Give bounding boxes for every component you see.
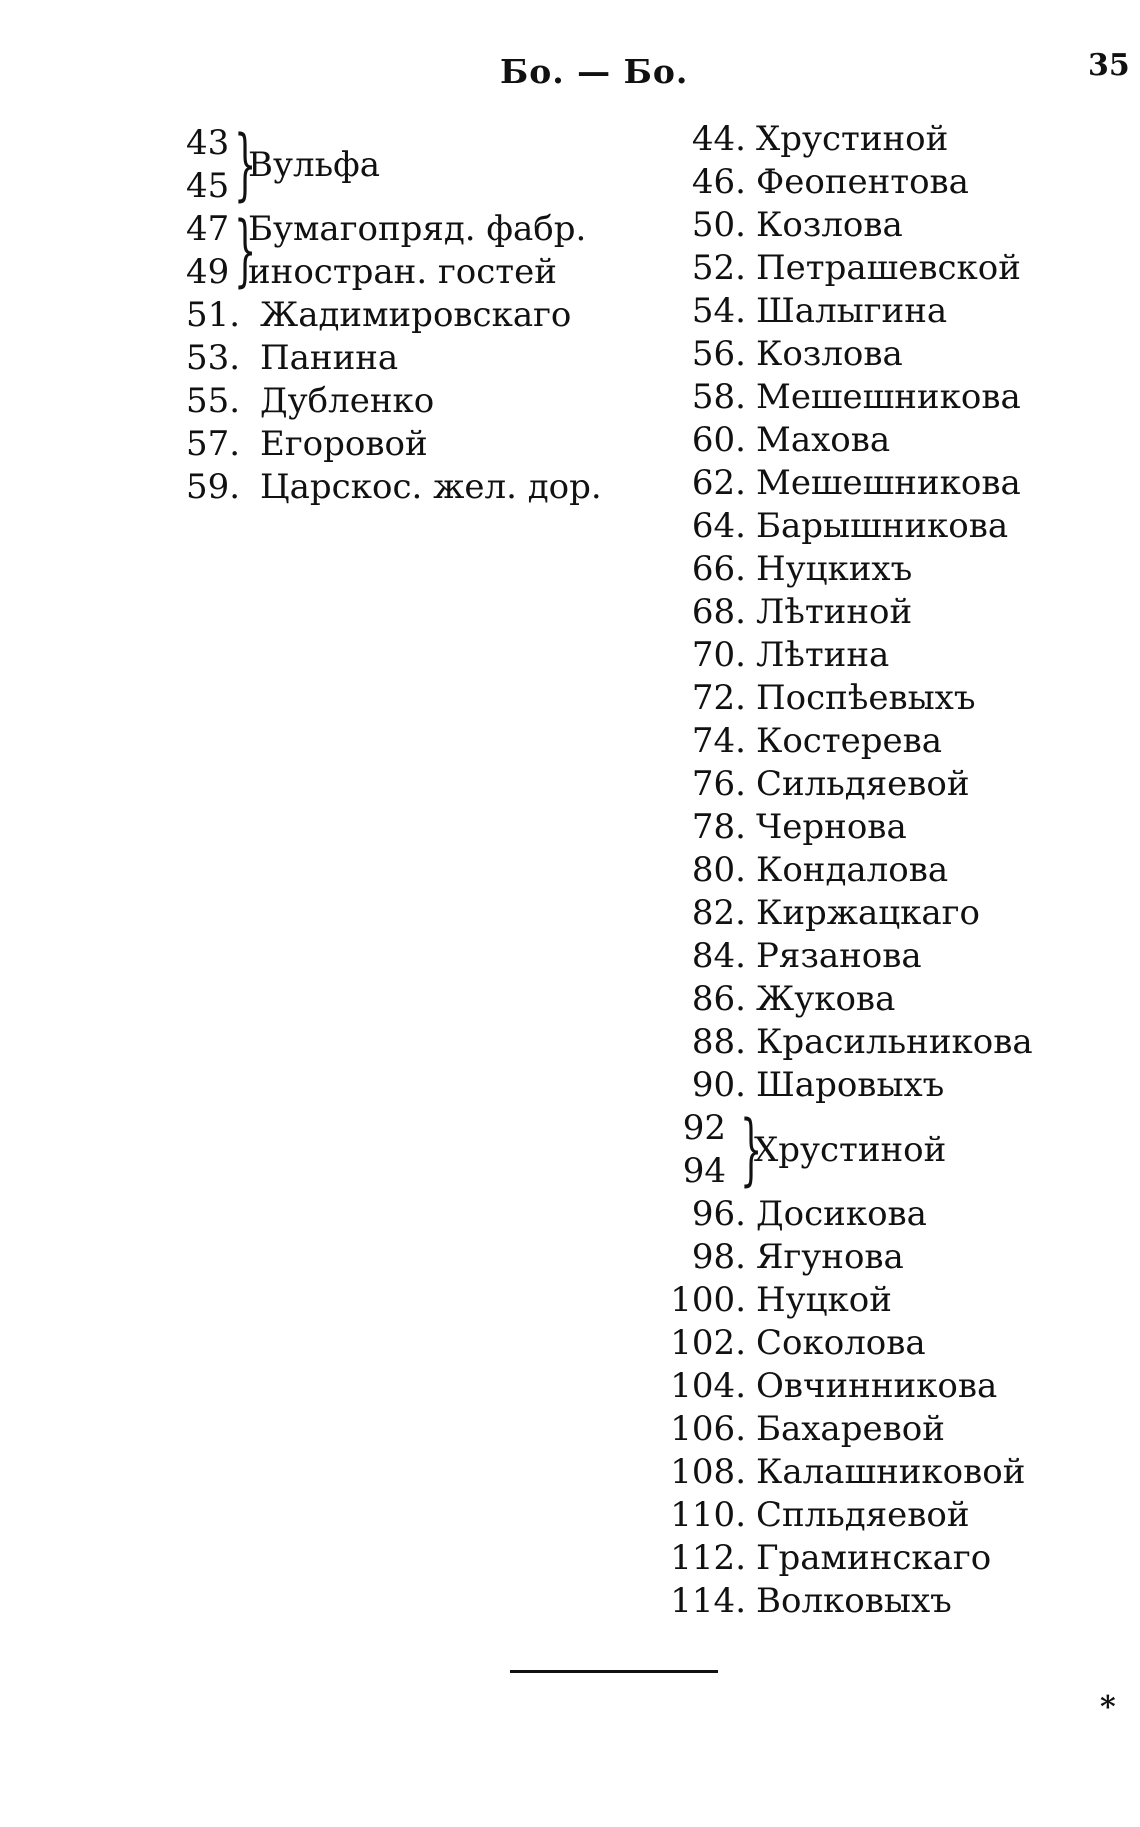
list-item bbox=[668, 462, 1033, 505]
list-item bbox=[668, 978, 1033, 1021]
list-item bbox=[668, 333, 1033, 376]
page-number: 35 bbox=[1088, 48, 1130, 83]
list-item bbox=[668, 247, 1033, 290]
owner-name: Феопентова bbox=[756, 162, 969, 202]
owner-name: Жукова bbox=[756, 979, 896, 1019]
house-number: 45 bbox=[186, 166, 230, 206]
owner-name: Овчинникова bbox=[756, 1366, 998, 1406]
house-number: 98. bbox=[691, 1237, 746, 1277]
owner-name: Хрустиной bbox=[754, 1129, 947, 1170]
footer-rule bbox=[510, 1670, 718, 1673]
house-number: 51. bbox=[186, 295, 241, 335]
house-number: 74. bbox=[691, 721, 746, 761]
list-item bbox=[668, 1408, 1033, 1451]
house-number: 94 bbox=[682, 1151, 726, 1191]
owner-name: Соколова bbox=[756, 1323, 926, 1363]
house-number: 88. bbox=[691, 1022, 746, 1062]
house-number: 55. bbox=[186, 381, 241, 421]
list-item bbox=[668, 677, 1033, 720]
list-item bbox=[186, 337, 602, 380]
house-number: 60. bbox=[691, 420, 746, 460]
list-item bbox=[668, 161, 1033, 204]
list-item bbox=[668, 1365, 1033, 1408]
house-number: 78. bbox=[691, 807, 746, 847]
footer-mark: * bbox=[1100, 1690, 1116, 1725]
brace-icon: } bbox=[234, 120, 257, 210]
bracket-group bbox=[186, 208, 602, 294]
house-number: 84. bbox=[691, 936, 746, 976]
house-number: 68. bbox=[691, 592, 746, 632]
list-item bbox=[186, 423, 602, 466]
list-item bbox=[668, 1193, 1033, 1236]
owner-name: Досикова bbox=[756, 1194, 927, 1234]
owner-name: Граминскаго bbox=[756, 1538, 992, 1578]
house-number: 47 bbox=[186, 209, 230, 249]
owner-name: Жадимировскаго bbox=[260, 295, 572, 335]
owner-name: Ягунова bbox=[756, 1237, 904, 1277]
owner-name: Козлова bbox=[756, 334, 903, 374]
owner-name: Мешешникова bbox=[756, 463, 1021, 503]
house-number: 108. bbox=[670, 1452, 746, 1492]
list-item bbox=[668, 849, 1033, 892]
house-number: 54. bbox=[691, 291, 746, 331]
house-number: 110. bbox=[670, 1495, 746, 1535]
page-header: Бо. — Бо. bbox=[500, 52, 689, 91]
list-item bbox=[668, 1236, 1033, 1279]
list-item bbox=[668, 1064, 1033, 1107]
owner-name: Калашниковой bbox=[756, 1452, 1026, 1492]
owner-name: Шаровыхъ bbox=[756, 1065, 945, 1105]
owner-name: Егоровой bbox=[260, 424, 428, 464]
owner-name: Поспѣевыхъ bbox=[756, 678, 976, 718]
owner-name: Волковыхъ bbox=[756, 1581, 952, 1621]
house-number: 100. bbox=[670, 1280, 746, 1320]
owner-name: иностран. гостей bbox=[248, 252, 557, 292]
house-number: 58. bbox=[691, 377, 746, 417]
house-number: 53. bbox=[186, 338, 241, 378]
list-item bbox=[668, 548, 1033, 591]
owner-name: Дубленко bbox=[260, 381, 435, 421]
owner-name: Вульфа bbox=[248, 144, 380, 185]
owner-name: Красильникова bbox=[756, 1022, 1033, 1062]
owner-name: Петрашевской bbox=[756, 248, 1021, 288]
owner-name: Киржацкаго bbox=[756, 893, 980, 933]
house-number: 43 bbox=[186, 123, 230, 163]
list-item bbox=[668, 1322, 1033, 1365]
owner-name: Нуцкой bbox=[756, 1280, 892, 1320]
list-item bbox=[186, 380, 602, 423]
owner-name: Спльдяевой bbox=[756, 1495, 970, 1535]
owner-name: Мешешникова bbox=[756, 377, 1021, 417]
house-number: 57. bbox=[186, 424, 241, 464]
bracket-group bbox=[668, 1107, 1033, 1193]
house-number: 90. bbox=[691, 1065, 746, 1105]
list-item bbox=[668, 376, 1033, 419]
house-number: 66. bbox=[691, 549, 746, 589]
house-number: 86. bbox=[691, 979, 746, 1019]
owner-name: Козлова bbox=[756, 205, 903, 245]
bracket-group bbox=[186, 122, 602, 208]
owner-name: Барышникова bbox=[756, 506, 1009, 546]
owner-name: Чернова bbox=[756, 807, 907, 847]
list-item bbox=[668, 290, 1033, 333]
house-number: 114. bbox=[670, 1581, 746, 1621]
owner-name: Махова bbox=[756, 420, 891, 460]
list-item bbox=[668, 634, 1033, 677]
list-item bbox=[668, 419, 1033, 462]
brace-icon: } bbox=[234, 206, 257, 296]
list-item bbox=[668, 935, 1033, 978]
owner-name: Царскос. жел. дор. bbox=[260, 467, 602, 507]
house-number: 59. bbox=[186, 467, 241, 507]
list-item bbox=[186, 466, 602, 509]
list-item bbox=[186, 294, 602, 337]
house-number: 46. bbox=[691, 162, 746, 202]
owner-name: Костерева bbox=[756, 721, 943, 761]
house-number: 106. bbox=[670, 1409, 746, 1449]
house-number: 49 bbox=[186, 252, 230, 292]
list-item bbox=[668, 204, 1033, 247]
owner-name: Бумагопряд. фабр. bbox=[248, 209, 587, 249]
house-number: 104. bbox=[670, 1366, 746, 1406]
list-item bbox=[668, 1451, 1033, 1494]
owner-name: Шалыгина bbox=[756, 291, 948, 331]
list-item bbox=[668, 1537, 1033, 1580]
list-item bbox=[668, 1021, 1033, 1064]
owner-name: Лѣтина bbox=[756, 635, 890, 675]
left-column bbox=[186, 122, 602, 509]
house-number: 70. bbox=[691, 635, 746, 675]
house-number: 50. bbox=[691, 205, 746, 245]
list-item bbox=[668, 1494, 1033, 1537]
owner-name: Лѣтиной bbox=[756, 592, 913, 632]
list-item bbox=[668, 892, 1033, 935]
list-item bbox=[668, 591, 1033, 634]
owner-name: Панина bbox=[260, 338, 399, 378]
house-number: 56. bbox=[691, 334, 746, 374]
owner-name: Сильдяевой bbox=[756, 764, 970, 804]
house-number: 72. bbox=[691, 678, 746, 718]
house-number: 112. bbox=[670, 1538, 746, 1578]
house-number: 102. bbox=[670, 1323, 746, 1363]
owner-name: Хрустиной bbox=[756, 119, 949, 159]
owner-name: Нуцкихъ bbox=[756, 549, 913, 589]
house-number: 96. bbox=[691, 1194, 746, 1234]
list-item bbox=[668, 505, 1033, 548]
house-number: 52. bbox=[691, 248, 746, 288]
owner-name: Кондалова bbox=[756, 850, 949, 890]
house-number: 80. bbox=[691, 850, 746, 890]
list-item bbox=[668, 1580, 1033, 1623]
house-number: 62. bbox=[691, 463, 746, 503]
house-number: 82. bbox=[691, 893, 746, 933]
list-item bbox=[668, 806, 1033, 849]
list-item bbox=[668, 1279, 1033, 1322]
house-number: 92 bbox=[682, 1108, 726, 1148]
list-item bbox=[668, 720, 1033, 763]
house-number: 64. bbox=[691, 506, 746, 546]
owner-name: Рязанова bbox=[756, 936, 922, 976]
owner-name: Бахаревой bbox=[756, 1409, 945, 1449]
brace-icon: } bbox=[740, 1105, 763, 1195]
house-number: 44. bbox=[691, 119, 746, 159]
house-number: 76. bbox=[691, 764, 746, 804]
right-column bbox=[668, 118, 1033, 1623]
list-item bbox=[668, 763, 1033, 806]
list-item bbox=[668, 118, 1033, 161]
